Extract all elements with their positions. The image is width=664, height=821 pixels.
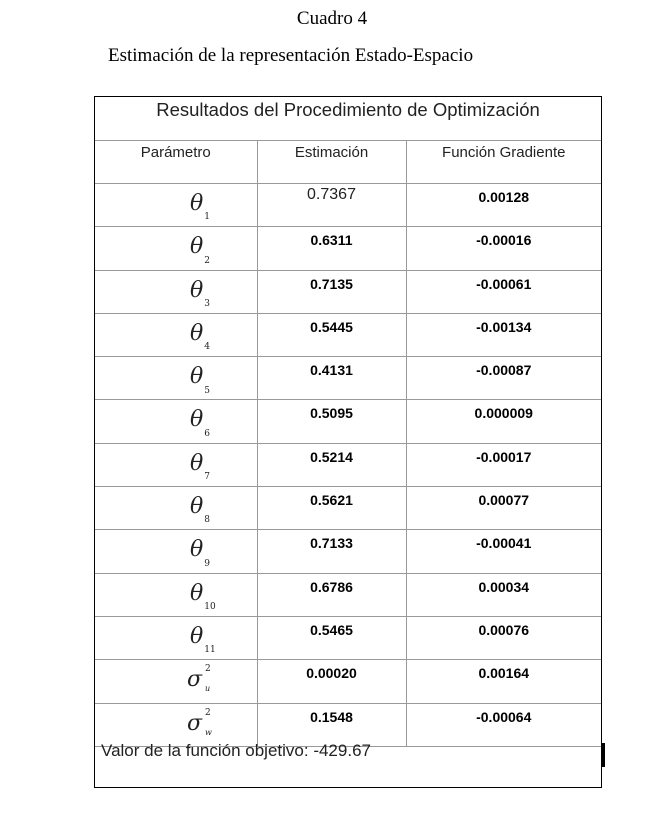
estimate-cell: 0.00020 <box>257 660 406 703</box>
table-row <box>95 703 601 746</box>
gradient-cell: -0.00064 <box>406 703 601 746</box>
parameter-cell <box>95 313 257 356</box>
gradient-cell: 0.00077 <box>406 487 601 530</box>
estimate-cell: 0.5621 <box>257 487 406 530</box>
gradient-cell: 0.00128 <box>406 184 601 227</box>
table-row <box>95 530 601 573</box>
col-header-parameter: Parámetro <box>95 141 257 184</box>
parameter-symbol: $\theta_9$ <box>190 537 210 569</box>
col-header-gradient: Función Gradiente <box>406 141 601 184</box>
estimate-cell: 0.1548 <box>257 703 406 746</box>
parameter-symbol: $\theta_4$ <box>190 320 210 353</box>
parameter-symbol: $\theta_{10}$ <box>190 580 216 613</box>
parameter-cell <box>95 573 257 616</box>
parameter-cell <box>95 400 257 443</box>
parameter-cell <box>95 660 257 703</box>
parameter-cell <box>95 227 257 270</box>
parameter-cell <box>95 184 257 227</box>
estimate-cell: 0.7367 <box>257 184 406 227</box>
estimate-cell: 0.5095 <box>257 400 406 443</box>
estimate-cell: 0.5465 <box>257 616 406 659</box>
table-row <box>95 270 601 313</box>
estimate-cell: 0.6311 <box>257 227 406 270</box>
table-row <box>95 660 601 703</box>
parameter-cell <box>95 487 257 530</box>
table-row <box>95 357 601 400</box>
estimate-cell: 0.5214 <box>257 443 406 486</box>
parameter-symbol: $\theta_3$ <box>190 277 210 309</box>
gradient-cell: -0.00017 <box>406 443 601 486</box>
parameter-cell <box>95 443 257 486</box>
parameter-symbol: $\theta_6$ <box>190 407 210 439</box>
estimate-cell: 0.5445 <box>257 313 406 356</box>
parameter-symbol: $\theta_5$ <box>190 364 210 396</box>
parameter-symbol: $\theta_{11}$ <box>190 623 216 656</box>
parameter-symbol: $\theta_7$ <box>190 450 210 483</box>
table-row <box>95 227 601 270</box>
gradient-cell: 0.00034 <box>406 573 601 616</box>
results-table <box>94 96 602 788</box>
parameter-symbol: $\theta_2$ <box>190 234 210 266</box>
parameter-symbol: σ 2 u <box>187 664 211 694</box>
parameter-cell <box>95 703 257 746</box>
estimate-cell: 0.4131 <box>257 357 406 400</box>
estimate-cell: 0.6786 <box>257 573 406 616</box>
gradient-cell: -0.00041 <box>406 530 601 573</box>
table-row <box>95 487 601 530</box>
header-row <box>95 141 601 184</box>
table-caption: Estimación de la representación Estado-Espacio <box>108 45 474 66</box>
table-row <box>95 400 601 443</box>
table-row <box>95 313 601 356</box>
cursor-mark <box>602 743 605 767</box>
objective-value: Valor de la función objetivo: -429.67 <box>101 741 371 760</box>
estimate-cell: 0.7135 <box>257 270 406 313</box>
parameter-symbol: $\theta_8$ <box>190 494 210 526</box>
parameter-symbol: σ 2 w <box>187 707 212 737</box>
col-header-estimate: Estimación <box>257 141 406 184</box>
parameter-symbol: $\theta_1$ <box>190 191 210 223</box>
gradient-cell: -0.00087 <box>406 357 601 400</box>
estimate-cell: 0.7133 <box>257 530 406 573</box>
gradient-cell: 0.00076 <box>406 616 601 659</box>
parameters-table <box>95 141 601 747</box>
gradient-cell: -0.00134 <box>406 313 601 356</box>
table-row <box>95 616 601 659</box>
parameter-cell <box>95 616 257 659</box>
parameter-cell <box>95 530 257 573</box>
gradient-cell: -0.00061 <box>406 270 601 313</box>
parameter-cell <box>95 357 257 400</box>
gradient-cell: 0.00164 <box>406 660 601 703</box>
gradient-cell: -0.00016 <box>406 227 601 270</box>
parameter-cell <box>95 270 257 313</box>
results-title: Resultados del Procedimiento de Optimización <box>95 97 601 141</box>
table-number: Cuadro 4 <box>296 8 368 29</box>
table-row <box>95 443 601 486</box>
table-row <box>95 184 601 227</box>
gradient-cell: 0.000009 <box>406 400 601 443</box>
table-row <box>95 573 601 616</box>
